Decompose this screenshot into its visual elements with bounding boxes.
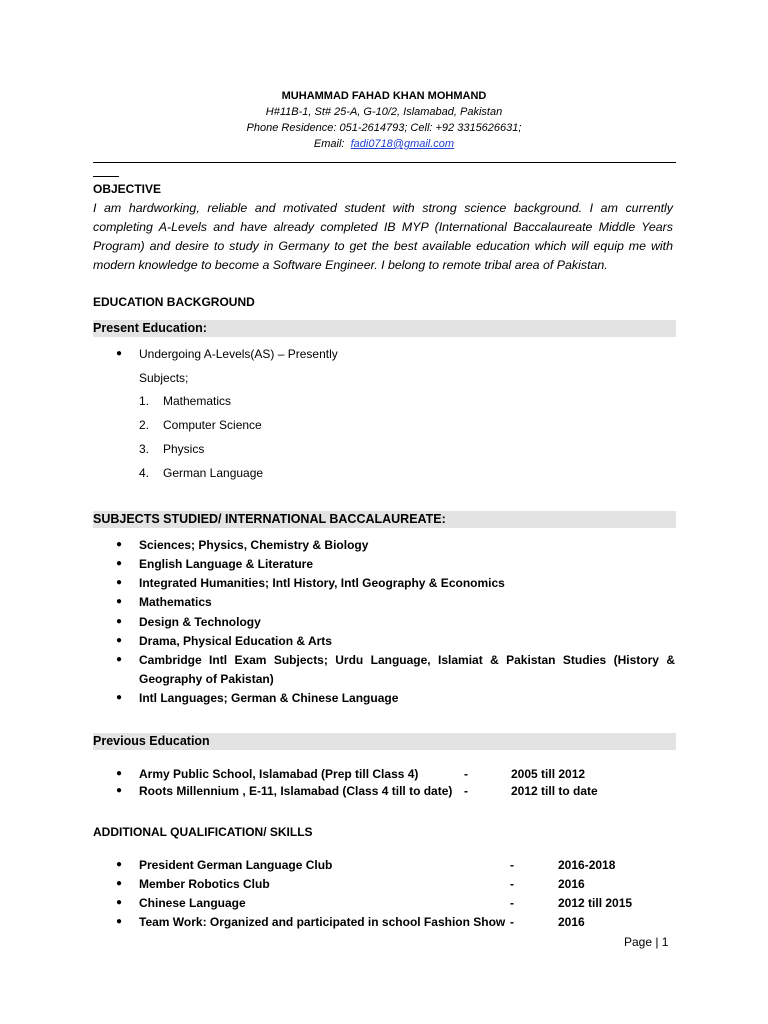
ib-item: Integrated Humanities; Intl History, Intl Geography & Economics bbox=[139, 576, 505, 590]
skill-period: 2016 bbox=[558, 877, 585, 891]
previous-education-heading: Previous Education bbox=[93, 734, 210, 748]
skills-heading: ADDITIONAL QUALIFICATION/ SKILLS bbox=[93, 825, 313, 839]
skill-period: 2016 bbox=[558, 915, 585, 929]
email-link[interactable]: fadi0718@gmail.com bbox=[350, 138, 455, 150]
skill-name: Chinese Language bbox=[139, 896, 246, 910]
ib-item: Design & Technology bbox=[139, 615, 261, 629]
bullet: ● bbox=[116, 577, 123, 588]
bullet: ● bbox=[116, 635, 123, 646]
applicant-name: MUHAMMAD FAHAD KHAN MOHMAND bbox=[281, 90, 487, 102]
subject-number: 3. bbox=[139, 442, 150, 456]
subject-item: Mathematics bbox=[163, 394, 232, 408]
ib-heading: SUBJECTS STUDIED/ INTERNATIONAL BACCALAUREATE: bbox=[93, 512, 446, 526]
ib-item: Cambridge Intl Exam Subjects; Urdu Language, Islamiat & Pakistan Studies (History & bbox=[139, 653, 675, 667]
ib-item-continued: Geography of Pakistan) bbox=[139, 672, 274, 686]
subject-number: 2. bbox=[139, 418, 150, 432]
bullet: ● bbox=[116, 878, 123, 889]
divider-stub bbox=[93, 176, 119, 177]
bullet: ● bbox=[116, 348, 123, 359]
present-education-bar bbox=[93, 320, 676, 337]
bullet: ● bbox=[116, 558, 123, 569]
skill-name: Member Robotics Club bbox=[139, 877, 270, 891]
bullet: ● bbox=[116, 916, 123, 927]
phone-line: Phone Residence: 051-2614793; Cell: +92 3315626631; bbox=[246, 122, 522, 134]
address: H#11B-1, St# 25-A, G-10/2, Islamabad, Pakistan bbox=[265, 106, 503, 118]
bullet: ● bbox=[116, 859, 123, 870]
subject-item: German Language bbox=[163, 466, 264, 480]
ib-bar bbox=[93, 511, 676, 528]
objective-text: I am hardworking, reliable and motivated student with strong science background. I am currently completing A-Levels and have already completed IB MYP (International Baccalaureate Middle Years Program) and desire to study in Germany to get the best available education which will equip me with modern knowledge to become a Software Engineer. I belong to remote tribal area of Pakistan. bbox=[93, 201, 673, 272]
skill-dash: - bbox=[510, 877, 514, 891]
ib-item: English Language & Literature bbox=[139, 557, 314, 571]
email-label: Email: bbox=[313, 138, 345, 150]
subject-item: Computer Science bbox=[163, 418, 262, 432]
subjects-label: Subjects; bbox=[139, 371, 189, 385]
skill-name: Team Work: Organized and participated in school Fashion Show bbox=[139, 915, 506, 929]
subject-number: 1. bbox=[139, 394, 150, 408]
ib-item: Intl Languages; German & Chinese Language bbox=[139, 691, 399, 705]
page-number: Page | 1 bbox=[624, 935, 669, 949]
bullet: ● bbox=[116, 692, 123, 703]
education-heading: EDUCATION BACKGROUND bbox=[93, 295, 255, 309]
bullet: ● bbox=[116, 897, 123, 908]
previous-school: Roots Millennium , E-11, Islamabad (Class 4 till to date) bbox=[139, 784, 453, 798]
skill-name: President German Language Club bbox=[139, 858, 333, 872]
bullet: ● bbox=[116, 654, 123, 665]
previous-period: 2005 till 2012 bbox=[511, 767, 586, 781]
previous-dash: - bbox=[464, 784, 468, 798]
skill-dash: - bbox=[510, 858, 514, 872]
previous-education-bar bbox=[93, 733, 676, 750]
previous-period: 2012 till to date bbox=[511, 784, 598, 798]
bullet: ● bbox=[116, 616, 123, 627]
bullet: ● bbox=[116, 785, 123, 796]
objective-heading: OBJECTIVE bbox=[93, 182, 162, 196]
skill-dash: - bbox=[510, 896, 514, 910]
previous-dash: - bbox=[464, 767, 468, 781]
ib-item: Drama, Physical Education & Arts bbox=[139, 634, 332, 648]
bullet: ● bbox=[116, 539, 123, 550]
ib-item: Mathematics bbox=[139, 595, 212, 609]
email-line bbox=[0, 136, 768, 152]
skill-period: 2016-2018 bbox=[558, 858, 616, 872]
ib-item: Sciences; Physics, Chemistry & Biology bbox=[139, 538, 369, 552]
present-education-heading: Present Education: bbox=[93, 321, 207, 335]
bullet: ● bbox=[116, 768, 123, 779]
header-divider bbox=[93, 162, 676, 163]
bullet: ● bbox=[116, 596, 123, 607]
present-item: Undergoing A-Levels(AS) – Presently bbox=[139, 347, 338, 361]
skill-dash: - bbox=[510, 915, 514, 929]
skill-period: 2012 till 2015 bbox=[558, 896, 633, 910]
subject-item: Physics bbox=[163, 442, 205, 456]
subject-number: 4. bbox=[139, 466, 150, 480]
previous-school: Army Public School, Islamabad (Prep till Class 4) bbox=[139, 767, 419, 781]
